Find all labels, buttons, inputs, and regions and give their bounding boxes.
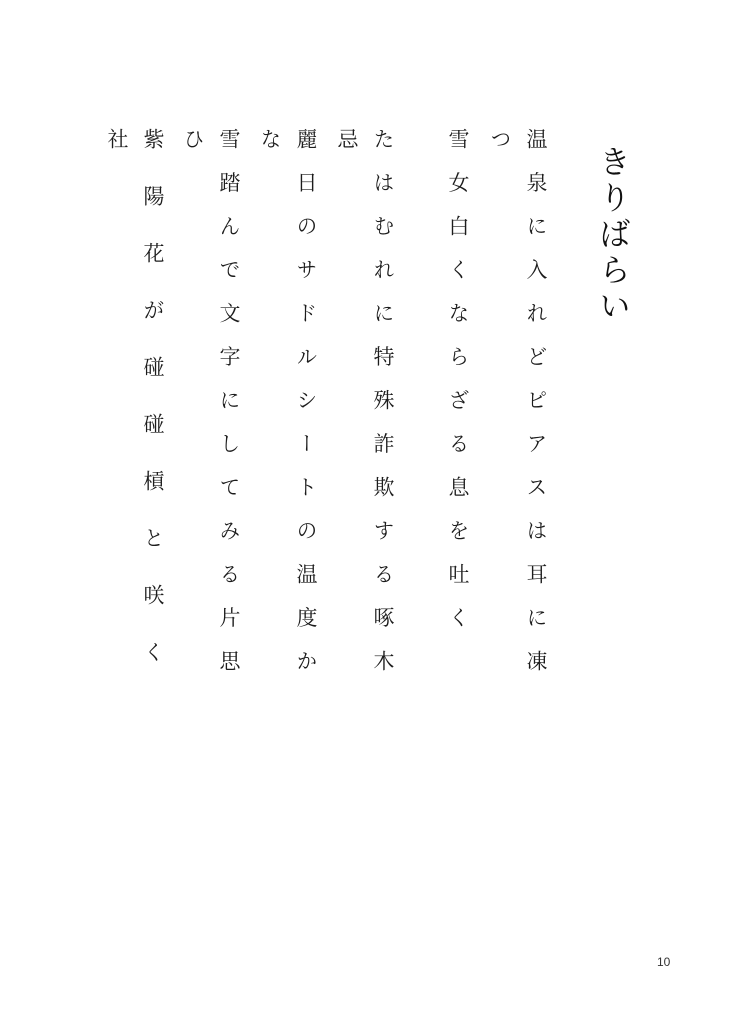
poem-list [105, 128, 553, 728]
page-number: 10 [657, 955, 671, 969]
poem-line: 紫陽花が碰碰槓と咲く社 [105, 128, 165, 698]
poem-line: 雪女白くならざる息を吐く [446, 128, 470, 650]
poem-line: 雪踏んで文字にしてみる片思ひ [181, 128, 241, 694]
poem-line: 温泉に入れどピアスは耳に凍つ [488, 128, 548, 694]
page-title: きりばらい [594, 145, 632, 325]
poem-line: たはむれに特殊詐欺する啄木忌 [335, 128, 395, 694]
poem-line: 麗日のサドルシートの温度かな [258, 128, 318, 694]
